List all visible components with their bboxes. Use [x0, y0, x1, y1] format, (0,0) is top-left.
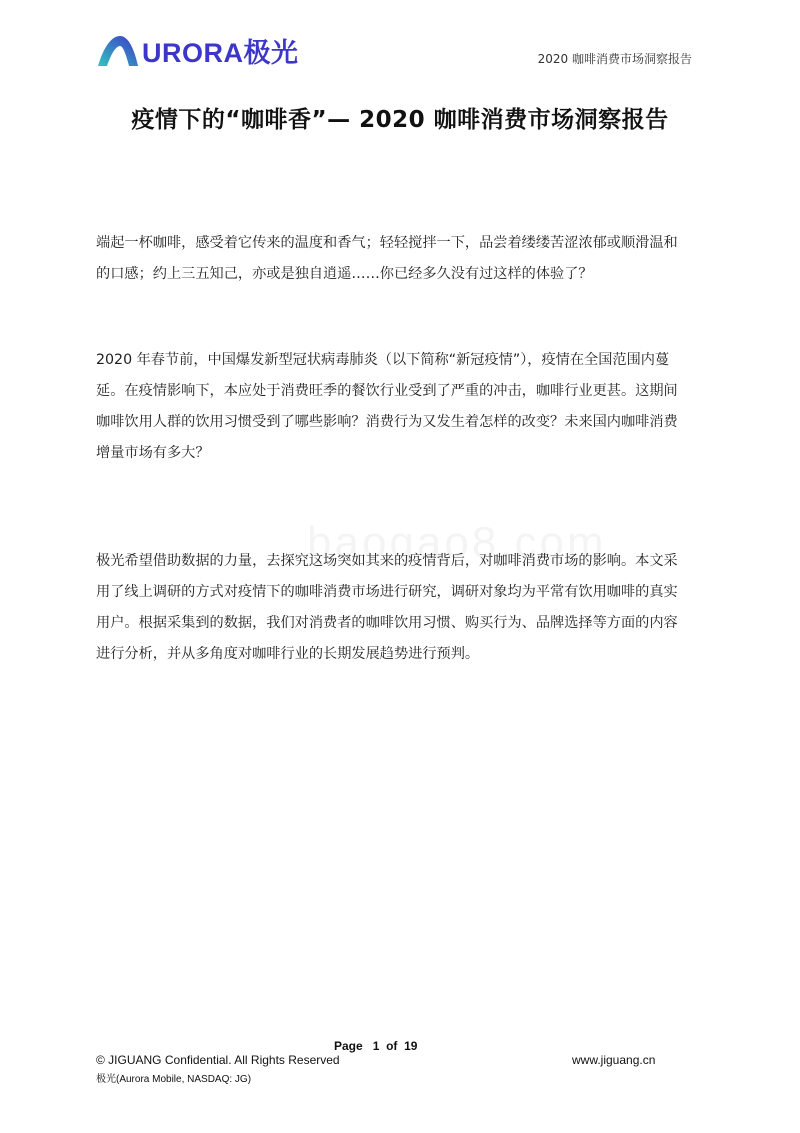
page-of: of	[386, 1039, 398, 1053]
footer-company: 极光(Aurora Mobile, NASDAQ: JG)	[96, 1074, 252, 1085]
paragraph-method	[96, 546, 706, 670]
aurora-logo	[96, 31, 299, 69]
aurora-logo-icon	[96, 32, 140, 68]
paragraph-line: 增量市场有多大？	[96, 445, 210, 461]
footer-copyright: © JIGUANG Confidential. All Rights Reserved	[96, 1053, 340, 1067]
page-number	[334, 1039, 417, 1053]
paragraph-line: 2020 年春节前，中国爆发新型冠状病毒肺炎（以下简称“新冠疫情”），疫情在全国范围内蔓	[96, 352, 670, 368]
paragraph-line: 极光希望借助数据的力量，去探究这场突如其来的疫情背后，对咖啡消费市场的影响。本文采	[96, 553, 678, 569]
page-total: 19	[404, 1039, 418, 1053]
paragraph-line: 咖啡饮用人群的饮用习惯受到了哪些影响？消费行为又发生着怎样的改变？未来国内咖啡消费	[96, 414, 678, 430]
brand-name: URORA极光	[142, 37, 299, 68]
paragraph-line: 进行分析，并从多角度对咖啡行业的长期发展趋势进行预判。	[96, 646, 480, 662]
paragraph-line: 的口感；约上三五知己，亦或是独自逍遥……你已经多久没有过这样的体验了？	[96, 266, 593, 282]
footer-website-link[interactable]: www.jiguang.cn	[572, 1053, 656, 1067]
paragraph-line: 用户。根据采集到的数据，我们对消费者的咖啡饮用习惯、购买行为、品牌选择等方面的内容	[96, 615, 678, 631]
paragraph-line: 端起一杯咖啡，感受着它传来的温度和香气；轻轻搅拌一下，品尝着缕缕苦涩浓郁或顺滑温和	[96, 235, 678, 251]
paragraph-intro	[96, 228, 706, 290]
document-title: 疫情下的“咖啡香”— 2020 咖啡消费市场洞察报告	[131, 107, 669, 133]
paragraph-background	[96, 345, 706, 469]
paragraph-line: 延。在疫情影响下，本应处于消费旺季的餐饮行业受到了严重的冲击，咖啡行业更甚。这期间	[96, 383, 678, 399]
page-label: Page	[334, 1039, 363, 1053]
page-current: 1	[372, 1039, 380, 1053]
header-report-name: 2020 咖啡消费市场洞察报告	[537, 52, 692, 66]
paragraph-line: 用了线上调研的方式对疫情下的咖啡消费市场进行研究，调研对象均为平常有饮用咖啡的真实	[96, 584, 678, 600]
